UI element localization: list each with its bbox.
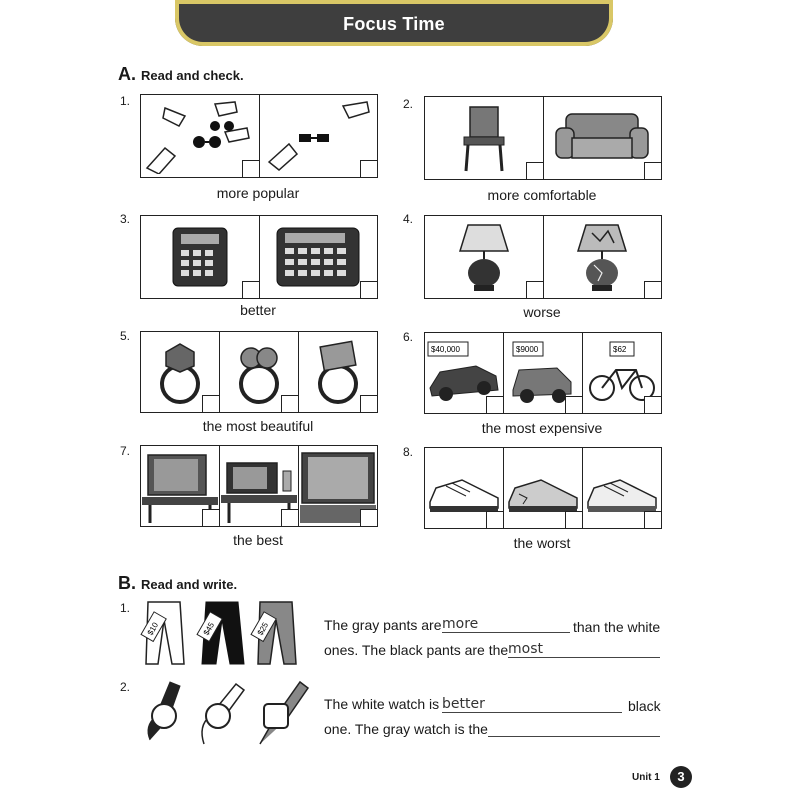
caption: more comfortable: [487, 187, 597, 203]
lamp-icon: [454, 221, 514, 293]
caption: the best: [233, 532, 283, 548]
item-number: 2.: [403, 97, 414, 111]
unit-label: Unit 1: [632, 772, 660, 783]
item-number: 1.: [120, 94, 131, 108]
checkbox[interactable]: [644, 396, 661, 413]
picture-cell: [141, 446, 220, 526]
picture-box-1: [140, 94, 378, 178]
picture-cell: [260, 95, 378, 177]
sofa-icon: [552, 108, 652, 168]
chair-icon: [454, 103, 514, 173]
checkbox[interactable]: [644, 281, 661, 298]
picture-box-7: [140, 445, 378, 527]
picture-cell: [583, 448, 661, 528]
picture-cell: [583, 333, 661, 413]
hands-sunglasses-icon: [145, 98, 255, 174]
checkbox[interactable]: [565, 511, 582, 528]
picture-box-5: [140, 331, 378, 413]
picture-cell: [299, 446, 377, 526]
page-margin: [0, 0, 88, 800]
checkbox[interactable]: [526, 281, 543, 298]
section-b-heading: [118, 573, 237, 594]
picture-cell: [141, 332, 220, 412]
sentence-text: The gray pants are: [324, 617, 442, 633]
checkbox[interactable]: [242, 281, 259, 298]
picture-box-6: [424, 332, 662, 414]
picture-cell: [260, 216, 378, 298]
item-number: 4.: [403, 212, 414, 226]
sentence-text: The white watch is: [324, 696, 440, 712]
checkbox[interactable]: [360, 395, 377, 412]
answer-blank[interactable]: more: [442, 616, 570, 633]
checkbox[interactable]: [360, 281, 377, 298]
pants-picture: [140, 596, 310, 668]
checkbox[interactable]: [281, 395, 298, 412]
checkbox[interactable]: [644, 511, 661, 528]
caption: more popular: [216, 185, 300, 201]
caption: worse: [523, 304, 561, 320]
checkbox[interactable]: [360, 160, 377, 177]
picture-box-8: [424, 447, 662, 529]
ring-icon: [150, 338, 210, 406]
sentence-text: than the white: [573, 619, 661, 635]
hands-sunglasses-icon: [263, 98, 373, 174]
checkbox[interactable]: [202, 395, 219, 412]
price-tag: $25: [255, 620, 271, 637]
picture-cell: [425, 448, 504, 528]
caption: the most beautiful: [202, 418, 314, 434]
item-number: 1.: [120, 601, 131, 615]
checkbox[interactable]: [526, 162, 543, 179]
price-tag: $9000: [516, 345, 539, 354]
checkbox[interactable]: [565, 396, 582, 413]
page-number: 3: [670, 766, 692, 788]
small-calculator-icon: [165, 224, 235, 290]
picture-cell: [504, 333, 583, 413]
answer-blank[interactable]: better: [442, 696, 622, 713]
section-a-heading: [118, 64, 244, 85]
price-tag: $10: [145, 620, 161, 637]
page-title: Focus Time: [343, 14, 445, 34]
item-number: 6.: [403, 330, 414, 344]
picture-cell: [544, 216, 662, 298]
picture-cell: [220, 332, 299, 412]
section-b-letter: B.: [118, 573, 136, 593]
title-banner: [175, 0, 613, 46]
large-calculator-icon: [273, 224, 363, 290]
section-a-letter: A.: [118, 64, 136, 84]
ring-icon: [229, 338, 289, 406]
sneaker-icon: [584, 458, 660, 518]
checkbox[interactable]: [242, 160, 259, 177]
ring-icon: [308, 338, 368, 406]
sneaker-icon: [426, 458, 502, 518]
picture-cell: [504, 448, 583, 528]
item-number: 8.: [403, 445, 414, 459]
price-tag: $45: [201, 620, 217, 637]
picture-cell: [220, 446, 299, 526]
picture-cell: [141, 95, 260, 177]
watches-picture: [140, 676, 310, 748]
section-b-instruction: Read and write.: [141, 577, 238, 592]
answer-blank[interactable]: [488, 720, 660, 737]
sentence-text: ones. The black pants are the: [324, 642, 509, 658]
checkbox[interactable]: [644, 162, 661, 179]
answer-blank[interactable]: most: [508, 641, 660, 658]
item-number: 5.: [120, 329, 131, 343]
picture-box-3: [140, 215, 378, 299]
picture-cell: [141, 216, 260, 298]
sentence-text: one. The gray watch is the: [324, 721, 488, 737]
caption: the worst: [513, 535, 571, 551]
checkbox[interactable]: [486, 511, 503, 528]
checkbox[interactable]: [486, 396, 503, 413]
caption: the most expensive: [481, 420, 603, 436]
worn-sneaker-icon: [505, 458, 581, 518]
checkbox[interactable]: [281, 509, 298, 526]
picture-cell: [544, 97, 662, 179]
picture-box-4: [424, 215, 662, 299]
checkbox[interactable]: [360, 509, 377, 526]
picture-cell: [425, 97, 544, 179]
item-number: 3.: [120, 212, 131, 226]
price-tag: $62: [613, 345, 627, 354]
broken-lamp-icon: [572, 221, 632, 293]
item-number: 2.: [120, 680, 131, 694]
price-tag: $40,000: [431, 345, 460, 354]
sentence-text: black: [628, 698, 661, 714]
section-a-instruction: Read and check.: [141, 68, 244, 83]
picture-cell: [299, 332, 377, 412]
checkbox[interactable]: [202, 509, 219, 526]
picture-cell: [425, 333, 504, 413]
picture-cell: [425, 216, 544, 298]
picture-box-2: [424, 96, 662, 180]
caption: better: [240, 302, 276, 318]
item-number: 7.: [120, 444, 131, 458]
